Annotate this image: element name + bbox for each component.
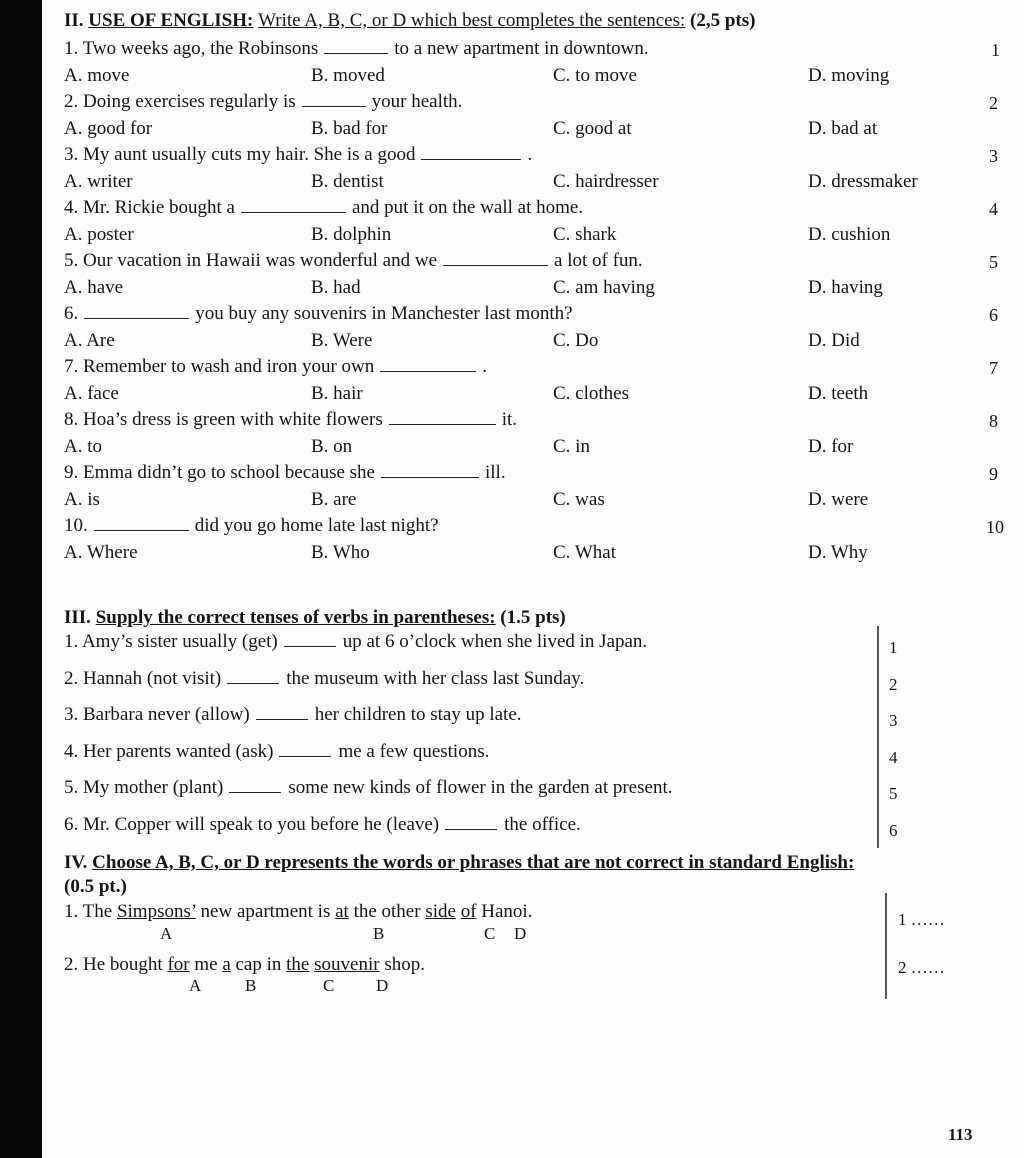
option-b[interactable]: B. Who: [311, 542, 370, 563]
question-10: 10. did you go home late last night?: [64, 515, 439, 536]
option-b[interactable]: B. had: [311, 277, 361, 298]
option-c[interactable]: C. good at: [553, 118, 632, 139]
answer-blank[interactable]: [443, 249, 548, 266]
section-3-answer-divider: [877, 626, 879, 848]
question-9: 9. Emma didn’t go to school because she ill.: [64, 462, 506, 483]
option-b[interactable]: B. Were: [311, 330, 373, 351]
option-c[interactable]: C. What: [553, 542, 616, 563]
question-4: 4. Mr. Rickie bought a and put it on the wall at home.: [64, 197, 584, 218]
q1-label-d: D: [514, 924, 527, 943]
answer-blank[interactable]: [302, 90, 366, 107]
q1-answer-blank[interactable]: 1 ……: [898, 910, 945, 929]
question-number-4: 4: [989, 199, 998, 219]
option-a[interactable]: A. to: [64, 436, 102, 457]
question-number-10: 10: [986, 517, 1004, 537]
left-edge-bar: [0, 0, 42, 1158]
section-4-heading: IV. Choose A, B, C, or D represents the words or phrases that are not correct in standard English:: [64, 852, 855, 873]
option-a[interactable]: A. is: [64, 489, 100, 510]
verb-answer-number-5: 5: [889, 784, 898, 803]
q1-word-a: Simpsons’: [116, 901, 196, 922]
option-c[interactable]: C. shark: [553, 224, 617, 245]
q1-label-b: B: [373, 924, 385, 943]
question-number-1: 1: [991, 40, 1000, 60]
question-8: 8. Hoa’s dress is green with white flowers it.: [64, 409, 518, 430]
option-d[interactable]: D. moving: [808, 65, 890, 86]
verb-item-5: 5. My mother (plant) some new kinds of flower in the garden at present.: [64, 777, 673, 798]
q2-word-b: a: [222, 954, 231, 975]
section-2-heading: II. USE OF ENGLISH: Write A, B, C, or D which best completes the sentences: (2,5 pts): [64, 10, 756, 31]
answer-blank[interactable]: [84, 302, 189, 319]
verb-answer-number-4: 4: [889, 747, 898, 767]
verb-answer-number-6: 6: [889, 820, 898, 840]
option-b[interactable]: B. on: [311, 436, 353, 457]
option-d[interactable]: D. teeth: [808, 383, 869, 404]
option-c[interactable]: C. hairdresser: [553, 171, 659, 192]
option-d[interactable]: D. were: [808, 489, 869, 510]
option-b[interactable]: B. bad for: [311, 118, 388, 139]
question-2: 2. Doing exercises regularly is your health.: [64, 91, 463, 112]
option-c[interactable]: C. Do: [553, 330, 599, 351]
verb-item-4: 4. Her parents wanted (ask) me a few questions.: [64, 740, 490, 762]
verb-blank[interactable]: [256, 703, 308, 720]
option-b[interactable]: B. are: [311, 489, 357, 510]
q1-word-b: at: [335, 901, 349, 922]
q2-label-a: A: [189, 976, 202, 995]
option-a[interactable]: A. good for: [64, 118, 153, 139]
verb-blank[interactable]: [279, 740, 331, 757]
question-number-3: 3: [989, 146, 998, 166]
option-a[interactable]: A. have: [64, 277, 124, 298]
verb-item-1: 1. Amy’s sister usually (get) up at 6 o’clock when she lived in Japan.: [64, 631, 648, 652]
option-a[interactable]: A. writer: [64, 171, 133, 192]
verb-blank[interactable]: [445, 813, 497, 830]
verb-answer-number-2: 2: [889, 674, 898, 694]
verb-answer-number-3: 3: [889, 711, 898, 730]
q1-word-c: side: [425, 901, 456, 922]
option-b[interactable]: B. dolphin: [311, 224, 392, 245]
q2-label-c: C: [323, 976, 335, 995]
question-7: 7. Remember to wash and iron your own .: [64, 356, 488, 377]
verb-blank[interactable]: [284, 630, 336, 647]
option-d[interactable]: D. bad at: [808, 118, 878, 139]
q2-word-d: souvenir: [314, 954, 380, 975]
option-a[interactable]: A. move: [64, 65, 130, 86]
q2-word-c: the: [286, 954, 310, 975]
answer-blank[interactable]: [94, 514, 189, 531]
question-number-7: 7: [989, 358, 998, 378]
verb-item-6: 6. Mr. Copper will speak to you before he (leave) the office.: [64, 813, 581, 835]
option-a[interactable]: A. Are: [64, 330, 115, 351]
option-d[interactable]: D. having: [808, 277, 883, 298]
section-4-question-1: 1. The Simpsons’ new apartment is at the other side of Hanoi.: [64, 901, 533, 922]
section-4-points: (0.5 pt.): [64, 876, 127, 897]
option-a[interactable]: A. Where: [64, 542, 138, 563]
option-c[interactable]: C. clothes: [553, 383, 629, 404]
section-4-answer-divider: [885, 893, 887, 999]
option-d[interactable]: D. for: [808, 436, 854, 457]
q2-answer-blank[interactable]: 2 ……: [898, 958, 945, 977]
q2-label-b: B: [245, 976, 257, 995]
answer-blank[interactable]: [381, 461, 479, 478]
question-number-2: 2: [989, 93, 998, 113]
option-c[interactable]: C. to move: [553, 65, 637, 86]
answer-blank[interactable]: [324, 37, 388, 54]
q2-word-a: for: [167, 954, 190, 975]
q1-label-a: A: [160, 924, 173, 943]
verb-item-2: 2. Hannah (not visit) the museum with her class last Sunday.: [64, 667, 585, 689]
option-d[interactable]: D. dressmaker: [808, 171, 918, 192]
verb-blank[interactable]: [229, 776, 281, 793]
question-number-5: 5: [989, 252, 998, 272]
option-c[interactable]: C. was: [553, 489, 605, 510]
question-number-8: 8: [989, 411, 998, 431]
option-b[interactable]: B. hair: [311, 383, 363, 404]
section-4-question-2: 2. He bought for me a cap in the souvenir shop.: [64, 954, 425, 975]
q2-label-d: D: [376, 976, 389, 995]
question-1: 1. Two weeks ago, the Robinsons to a new apartment in downtown.: [64, 38, 649, 59]
answer-blank[interactable]: [241, 196, 346, 213]
page-number: 113: [948, 1125, 973, 1144]
option-a[interactable]: A. poster: [64, 224, 134, 245]
verb-blank[interactable]: [227, 667, 279, 684]
question-number-6: 6: [989, 305, 998, 325]
question-5: 5. Our vacation in Hawaii was wonderful and we a lot of fun.: [64, 250, 643, 271]
option-d[interactable]: D. cushion: [808, 224, 891, 245]
option-d[interactable]: D. Why: [808, 542, 868, 563]
verb-answer-number-1: 1: [889, 638, 898, 657]
q1-word-d: of: [460, 901, 477, 922]
option-c[interactable]: C. in: [553, 436, 590, 457]
answer-blank[interactable]: [389, 408, 496, 425]
option-c[interactable]: C. am having: [553, 277, 655, 298]
question-6: 6. you buy any souvenirs in Manchester last month?: [64, 303, 573, 324]
option-b[interactable]: B. dentist: [311, 171, 384, 192]
option-b[interactable]: B. moved: [311, 65, 385, 86]
answer-blank[interactable]: [421, 143, 521, 160]
option-a[interactable]: A. face: [64, 383, 119, 404]
question-3: 3. My aunt usually cuts my hair. She is a good .: [64, 144, 533, 165]
q1-label-c: C: [484, 924, 496, 943]
option-d[interactable]: D. Did: [808, 330, 860, 351]
section-3-heading: III. Supply the correct tenses of verbs in parentheses: (1.5 pts): [64, 607, 566, 628]
verb-item-3: 3. Barbara never (allow) her children to stay up late.: [64, 704, 522, 725]
question-number-9: 9: [989, 464, 998, 484]
answer-blank[interactable]: [380, 355, 476, 372]
